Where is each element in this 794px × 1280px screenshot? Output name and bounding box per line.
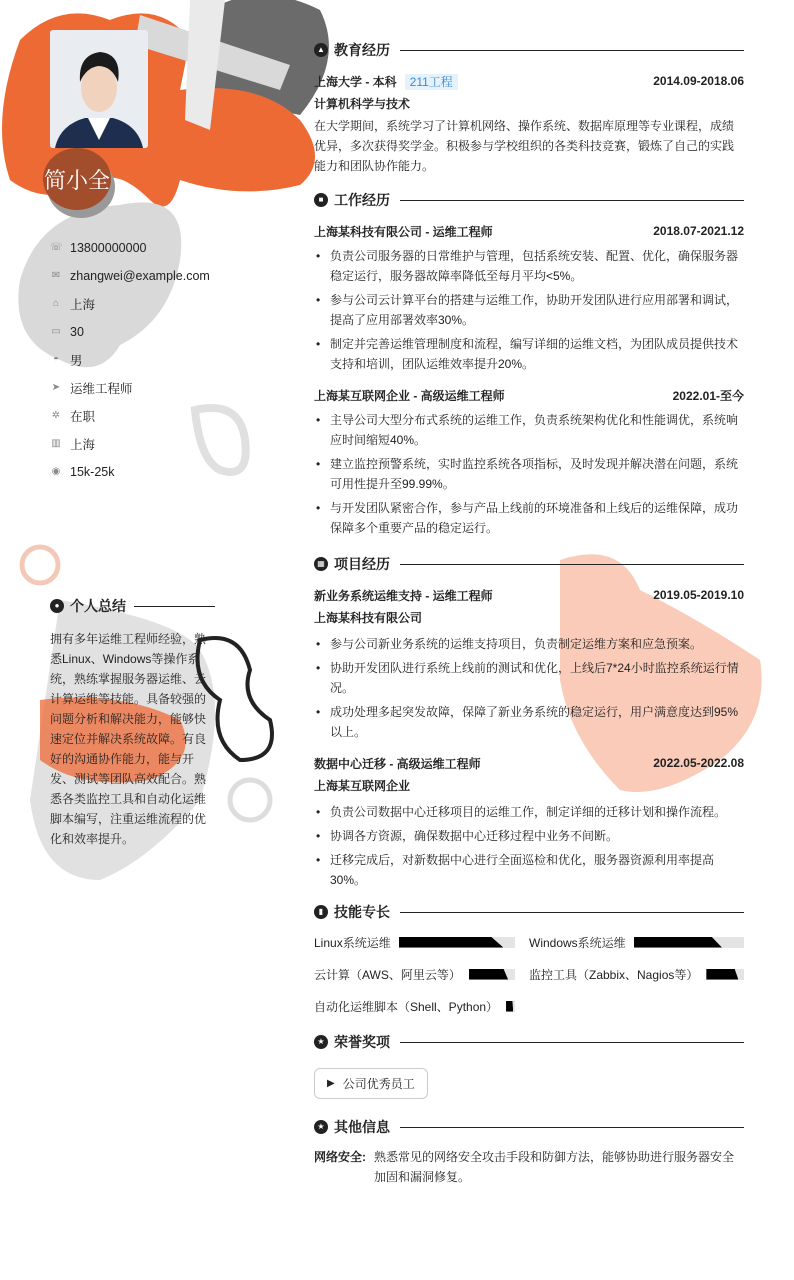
summary-title: 个人总结	[70, 598, 126, 614]
skill-name: 监控工具（Zabbix、Nagios等）	[529, 967, 699, 982]
skill-name: 自动化运维脚本（Shell、Python）	[314, 999, 499, 1014]
award-icon: ★	[314, 1035, 328, 1049]
contact-item	[50, 346, 210, 374]
divider	[400, 1042, 744, 1043]
section-title: 教育经历	[334, 42, 390, 58]
section-title: 荣誉奖项	[334, 1034, 390, 1050]
item-date: 2018.07-2021.12	[653, 224, 744, 238]
item-title: 上海某科技有限公司 - 运维工程师	[314, 224, 493, 239]
other-label: 网络安全:	[314, 1150, 366, 1164]
contact-text: 15k-25k	[70, 465, 115, 479]
section-title: 项目经历	[334, 556, 390, 572]
cake-icon: ▭	[51, 326, 61, 337]
skill-bar-fill	[706, 969, 738, 980]
divider	[400, 200, 744, 201]
bullet: • 参与公司云计算平台的搭建与运维工作，协助开发团队进行应用部署和调试，提高了应用部署效率30%。	[314, 290, 744, 330]
item-date: 2022.05-2022.08	[653, 756, 744, 770]
skill-bar	[506, 1001, 515, 1012]
skill-bar-fill	[469, 969, 508, 980]
bullet: • 参与公司新业务系统的运维支持项目，负责制定运维方案和应急预案。	[314, 634, 744, 654]
date: 2014.09-2018.06	[653, 74, 744, 88]
other-heading	[314, 1115, 744, 1139]
item-title: 新业务系统运维支持 - 运维工程师	[314, 588, 493, 603]
contact-list	[50, 234, 210, 486]
skill-bar	[469, 969, 515, 980]
contact-text: 在职	[70, 410, 96, 424]
salary-icon: ◉	[51, 466, 61, 477]
item-company: 上海某互联网企业	[314, 779, 411, 793]
item-title: 数据中心迁移 - 高级运维工程师	[314, 756, 481, 771]
home-icon: ⌂	[52, 298, 60, 309]
award-item[interactable]	[314, 1068, 428, 1099]
item-date: 2019.05-2019.10	[653, 588, 744, 602]
divider	[400, 564, 744, 565]
contact-item	[50, 290, 210, 318]
award-label: 公司优秀员工	[342, 1077, 415, 1091]
skill-bar-fill	[506, 1001, 513, 1012]
summary-heading	[50, 596, 215, 616]
briefcase-icon: ■	[314, 193, 328, 207]
major: 计算机科学与技术	[314, 97, 411, 111]
projects-item	[314, 584, 744, 742]
item-title: 上海某互联网企业 - 高级运维工程师	[314, 388, 505, 403]
education-heading	[314, 38, 744, 62]
contact-text: 上海	[70, 298, 96, 312]
section-title: 工作经历	[334, 192, 390, 208]
bullet: • 与开发团队紧密合作，参与产品上线前的环境准备和上线后的运维保障，成功保障多个重要产品的稳定运行。	[314, 498, 744, 538]
contact-item	[50, 318, 210, 346]
grid-icon: ▦	[314, 557, 328, 571]
gender-icon: ◓	[52, 354, 60, 365]
candidate-name: 简小全	[43, 148, 111, 210]
item-header	[314, 220, 744, 242]
education-desc: 在大学期间，系统学习了计算机网络、操作系统、数据库原理等专业课程，成绩优异，多次获得奖学金。积极参与学校组织的各类科技竞赛，锻炼了自己的实践能力和团队协作能力。	[314, 119, 735, 173]
skill-name: Windows系统运维	[529, 935, 626, 950]
bullet: • 协调各方资源，确保数据中心迁移过程中业务不间断。	[314, 826, 744, 846]
skill-name: Linux系统运维	[314, 935, 391, 950]
phone-icon: ☏	[50, 242, 63, 253]
status-icon: ✲	[51, 410, 61, 421]
skill-item	[529, 932, 744, 952]
divider	[400, 912, 744, 913]
item-company: 上海某科技有限公司	[314, 611, 423, 625]
section-title: 其他信息	[334, 1119, 390, 1135]
skills-heading	[314, 900, 744, 924]
item-header	[314, 384, 744, 406]
graduation-cap-icon: ▲	[314, 43, 328, 57]
contact-text: 男	[70, 354, 83, 368]
item-header	[314, 584, 744, 606]
bullet: • 负责公司数据中心迁移项目的运维工作，制定详细的迁移计划和操作流程。	[314, 802, 744, 822]
contact-item	[50, 262, 210, 290]
contact-text: 上海	[70, 438, 96, 452]
skill-bar-fill	[399, 937, 504, 948]
divider	[400, 50, 744, 51]
contact-item	[50, 402, 210, 430]
divider	[134, 606, 215, 607]
divider	[400, 1127, 744, 1128]
skill-item	[314, 932, 529, 952]
contact-item	[50, 234, 210, 262]
bullet: • 建立监控预警系统，实时监控系统各项指标，及时发现并解决潜在问题，系统可用性提升至99.99%。	[314, 454, 744, 494]
projects-item	[314, 752, 744, 890]
skill-item	[314, 996, 529, 1016]
triangle-right-icon: ▶	[327, 1078, 335, 1089]
mail-icon: ✉	[51, 270, 61, 281]
bullet: • 负责公司服务器的日常维护与管理，包括系统安装、配置、优化，确保服务器稳定运行，服务器故障率降低至每月平均<5%。	[314, 246, 744, 286]
avatar-photo	[50, 30, 148, 148]
skill-name: 云计算（AWS、阿里云等）	[314, 967, 461, 982]
projects-heading	[314, 552, 744, 576]
skill-item	[529, 964, 744, 984]
user-icon: ●	[50, 599, 64, 613]
bullet: • 成功处理多起突发故障，保障了新业务系统的稳定运行，用户满意度达到95%以上。	[314, 702, 744, 742]
contact-item	[50, 458, 210, 486]
school: 上海大学 - 本科	[314, 74, 397, 89]
info-icon: ★	[314, 1120, 328, 1134]
school-tag: 211工程	[405, 74, 458, 90]
skill-item	[314, 964, 529, 984]
skill-bar	[399, 937, 515, 948]
contact-text: zhangwei@example.com	[70, 269, 210, 283]
work-item	[314, 384, 744, 538]
person-portrait-icon	[50, 30, 148, 148]
summary-text: 拥有多年运维工程师经验，熟悉Linux、Windows等操作系统，熟练掌握服务器运维、云计算运维等技能。具备较强的问题分析和解决能力，能够快速定位并解决系统故障。有良好的沟通协作能力，能与开发、测试等团队高效配合。熟悉各类监控工具和自动化运维脚本编写，注重运维流程的优化和效率提升。	[50, 632, 207, 846]
item-header	[314, 752, 744, 774]
contact-item	[50, 374, 210, 402]
chart-icon: ▮	[314, 905, 328, 919]
skill-bar	[634, 937, 744, 948]
bullet: • 制定并完善运维管理制度和流程，编写详细的运维文档，为团队成员提供技术支持和培训，团队运维效率提升20%。	[314, 334, 744, 374]
skill-bar	[706, 969, 744, 980]
bullet: • 协助开发团队进行系统上线前的测试和优化，上线后7*24小时监控系统运行情况。	[314, 658, 744, 698]
work-item	[314, 220, 744, 374]
work-heading	[314, 188, 744, 212]
contact-text: 13800000000	[70, 241, 147, 255]
other-text: 熟悉常见的网络安全攻击手段和防御方法，能够协助进行服务器安全加固和漏洞修复。	[374, 1150, 735, 1184]
other-info	[314, 1147, 744, 1187]
bullet: • 迁移完成后，对新数据中心进行全面巡检和优化，服务器资源利用率提高30%。	[314, 850, 744, 890]
contact-text: 30	[70, 325, 84, 339]
awards-heading	[314, 1030, 744, 1054]
contact-item	[50, 430, 210, 458]
item-date: 2022.01-至今	[672, 388, 744, 403]
contact-text: 运维工程师	[70, 382, 133, 396]
section-title: 技能专长	[334, 904, 390, 920]
education-row	[314, 70, 744, 92]
skill-bar-fill	[634, 937, 722, 948]
building-icon: ▥	[51, 438, 61, 449]
send-icon: ➤	[51, 382, 61, 393]
bullet: • 主导公司大型分布式系统的运维工作，负责系统架构优化和性能调优，系统响应时间缩短40%。	[314, 410, 744, 450]
